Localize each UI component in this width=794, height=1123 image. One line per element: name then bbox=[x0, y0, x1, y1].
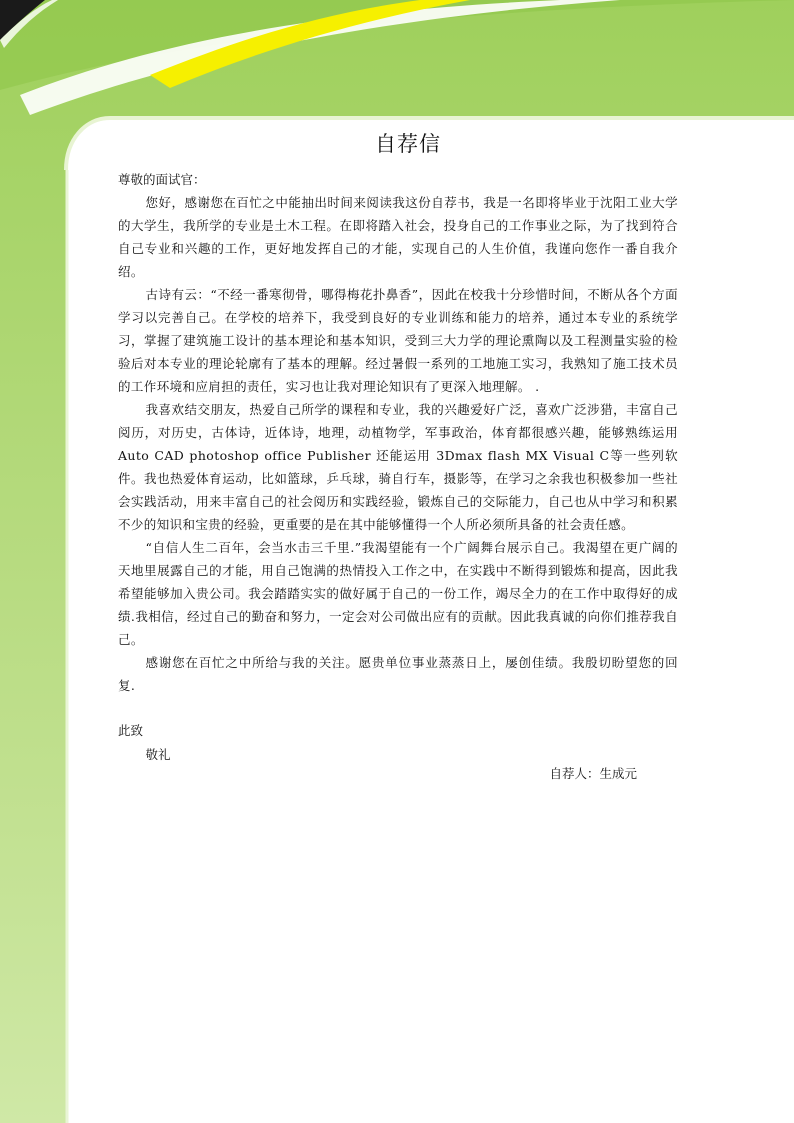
page-title: 自荐信 bbox=[375, 132, 441, 156]
closing-text: 此致 bbox=[118, 723, 144, 738]
paragraph-interests: 我喜欢结交朋友，热爱自己所学的课程和专业，我的兴趣爱好广泛，喜欢广泛涉猎，丰富自己阅历，对历史，古体诗，近体诗，地理，动植物学，军事政治，体育都很感兴趣，能够熟练运用Auto CAD photoshop office Publisher 还能运用 3Dmax flash MX Visual C等一些列软件。我也热爱体育运动，比如篮球，乒乓球，骑自行车，摄影等，在学习之余我也积极参加一些社会实践活动，用来丰富自己的社会阅历和实践经验，锻炼自己的交际能力，自己也从中学习和积累不少的知识和宝贵的经验，更重要的是在其中能够懂得一个人所必须所具备的社会责任感。 bbox=[118, 402, 678, 532]
regards-text: 敬礼 bbox=[145, 747, 171, 762]
signature: 自荐人：生成元 bbox=[549, 766, 637, 781]
paragraph-aspiration: “自信人生二百年，会当水击三千里.”我渴望能有一个广阔舞台展示自己。我渴望在更广阔的天地里展露自己的才能，用自己饱满的热情投入工作之中，在实践中不断得到锻炼和提高，因此我希望能够加入贵公司。我会踏踏实实的做好属于自己的一份工作，竭尽全力的在工作中取得好的成绩.我相信，经过自己的勤奋和努力，一定会对公司做出应有的贡献。因此我真诚的向你们推荐我自己。 bbox=[118, 540, 678, 647]
paragraph-intro: 您好，感谢您在百忙之中能抽出时间来阅读我这份自荐书，我是一名即将毕业于沈阳工业大学的大学生，我所学的专业是土木工程。在即将踏入社会，投身自己的工作事业之际，为了找到符合自己专业和兴趣的工作，更好地发挥自己的才能，实现自己的人生价值，我谨向您作一番自我介绍。 bbox=[118, 195, 678, 279]
cover-letter bbox=[118, 118, 678, 763]
salutation: 尊敬的面试官： bbox=[118, 172, 206, 187]
paragraph-thanks: 感谢您在百忙之中所给与我的关注。愿贵单位事业蒸蒸日上，屡创佳绩。我殷切盼望您的回复. bbox=[118, 655, 678, 693]
paragraph-study: 古诗有云：“不经一番寒彻骨，哪得梅花扑鼻香”，因此在校我十分珍惜时间，不断从各个方面学习以完善自己。在学校的培养下，我受到良好的专业训练和能力的培养，通过本专业的系统学习，掌握了建筑施工设计的基本理论和基本知识，受到三大力学的理论熏陶以及工程测量实验的检验后对本专业的理论轮廓有了基本的理解。经过暑假一系列的工地施工实习，我熟知了施工技术员的工作环境和应肩担的责任，实习也让我对理论知识有了更深入地理解。 . bbox=[118, 287, 678, 394]
